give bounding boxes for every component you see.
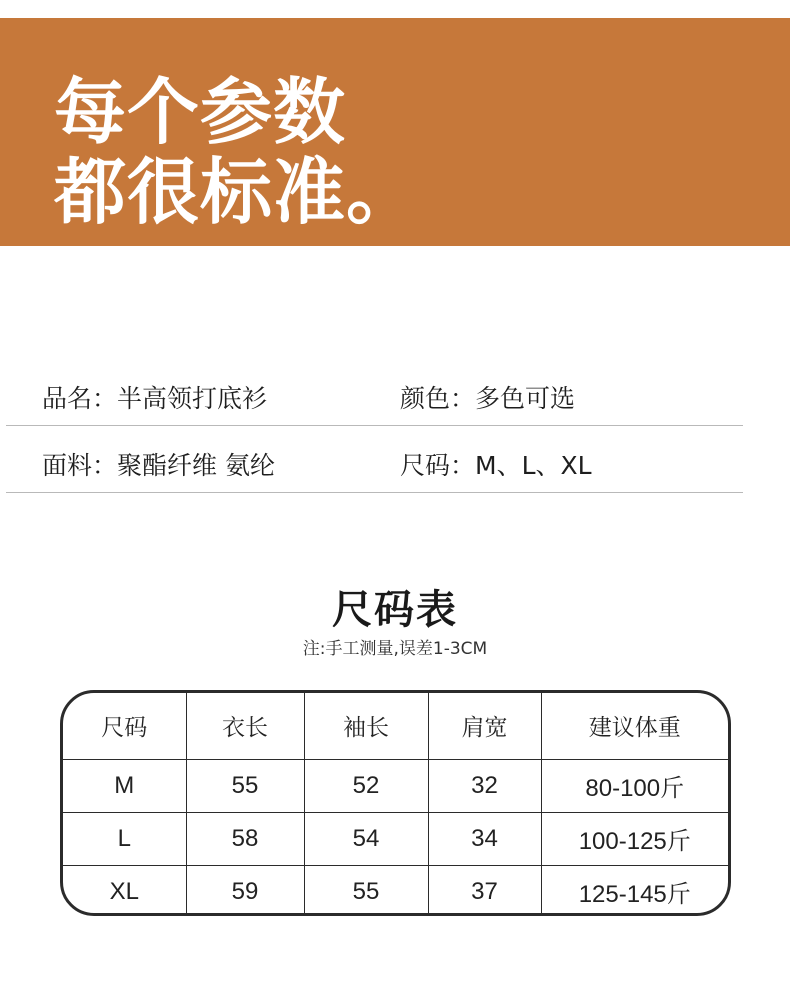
size-options-spec: 尺码：M、L、XL bbox=[400, 451, 592, 480]
spec-row bbox=[6, 426, 743, 493]
banner-headline-line1: 每个参数 bbox=[54, 70, 347, 154]
cell-size: L bbox=[63, 812, 186, 865]
header-length: 衣长 bbox=[186, 693, 304, 759]
color-spec: 颜色：多色可选 bbox=[400, 384, 576, 413]
cell-weight: 80-100斤 bbox=[541, 759, 728, 812]
size-table bbox=[60, 690, 731, 916]
material-spec: 面料：聚酯纤维 氨纶 bbox=[42, 451, 275, 480]
banner-headline-line2: 都很标准。 bbox=[54, 150, 420, 234]
header-size: 尺码 bbox=[63, 693, 186, 759]
cell-length: 58 bbox=[186, 812, 304, 865]
cell-sleeve: 55 bbox=[304, 865, 428, 916]
size-chart-note: 注:手工测量,误差1-3CM bbox=[302, 639, 488, 659]
cell-size: M bbox=[63, 759, 186, 812]
table-row bbox=[63, 865, 728, 916]
cell-weight: 100-125斤 bbox=[541, 812, 728, 865]
cell-weight: 125-145斤 bbox=[578, 881, 691, 909]
header-sleeve: 袖长 bbox=[304, 693, 428, 759]
cell-sleeve: 52 bbox=[304, 759, 428, 812]
header-shoulder: 肩宽 bbox=[428, 693, 541, 759]
table-row bbox=[63, 759, 728, 812]
cell-length: 55 bbox=[186, 759, 304, 812]
table-header-row bbox=[63, 693, 728, 759]
spec-row bbox=[6, 359, 743, 426]
cell-shoulder: 34 bbox=[428, 812, 541, 865]
cell-shoulder: 37 bbox=[428, 865, 541, 916]
cell-shoulder: 32 bbox=[428, 759, 541, 812]
cell-length: 59 bbox=[186, 865, 304, 916]
header-weight: 建议体重 bbox=[541, 693, 728, 759]
header-banner bbox=[0, 18, 790, 246]
size-chart-title: 尺码表 bbox=[332, 587, 458, 633]
product-name-spec: 品名：半高领打底衫 bbox=[42, 384, 268, 413]
cell-size: XL bbox=[63, 865, 186, 916]
table-row bbox=[63, 812, 728, 865]
cell-sleeve: 54 bbox=[304, 812, 428, 865]
